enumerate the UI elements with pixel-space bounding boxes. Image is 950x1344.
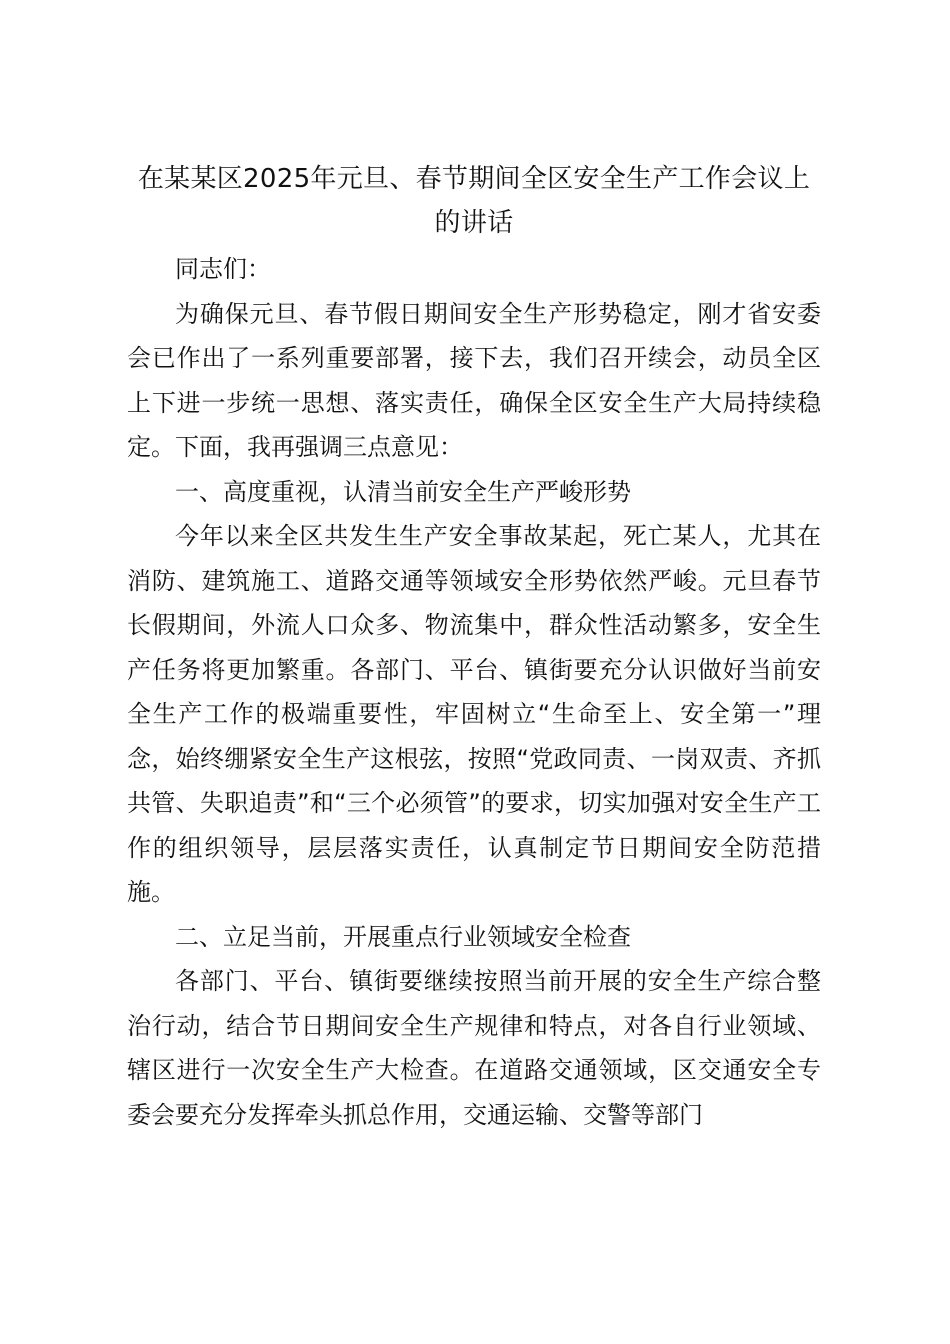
salutation: 同志们：	[175, 255, 271, 283]
section-body-1: 今年以来全区共发生生产安全事故某起，死亡某人，尤其在消防、建筑施工、道路交通等领域安全形势依然严峻。元旦春节长假期间，外流人口众多、物流集中，群众性活动繁多，安全生产任务将更加繁重。各部门、平台、镇街要充分认识做好当前安全生产工作的极端重要性，牢固树立“生命至上、安全第一”理念，始终绷紧安全生产这根弦，按照“党政同责、一岗双责、齐抓共管、失职追责”和“三个必须管”的要求，切实加强对安全生产工作的组织领导，层层落实责任，认真制定节日期间安全防范措施。	[127, 522, 821, 906]
document-body	[127, 157, 821, 1137]
section-heading-2: 二、立足当前，开展重点行业领域安全检查	[175, 922, 631, 951]
intro-paragraph: 为确保元旦、春节假日期间安全生产形势稳定，刚才省安委会已作出了一系列重要部署，接下去，我们召开续会，动员全区上下进一步统一思想、落实责任，确保全区安全生产大局持续稳定。下面，我再强调三点意见：	[127, 299, 821, 461]
document-title: 在某某区2025年元旦、春节期间全区安全生产工作会议上的讲话	[137, 164, 811, 238]
section-body-2: 各部门、平台、镇街要继续按照当前开展的安全生产综合整治行动，结合节日期间安全生产规律和特点，对各自行业领域、辖区进行一次安全生产大检查。在道路交通领域，区交通安全专委会要充分发挥牵头抓总作用，交通运输、交警等部门	[127, 967, 821, 1129]
section-heading-1: 一、高度重视，认清当前安全生产严峻形势	[175, 477, 631, 506]
